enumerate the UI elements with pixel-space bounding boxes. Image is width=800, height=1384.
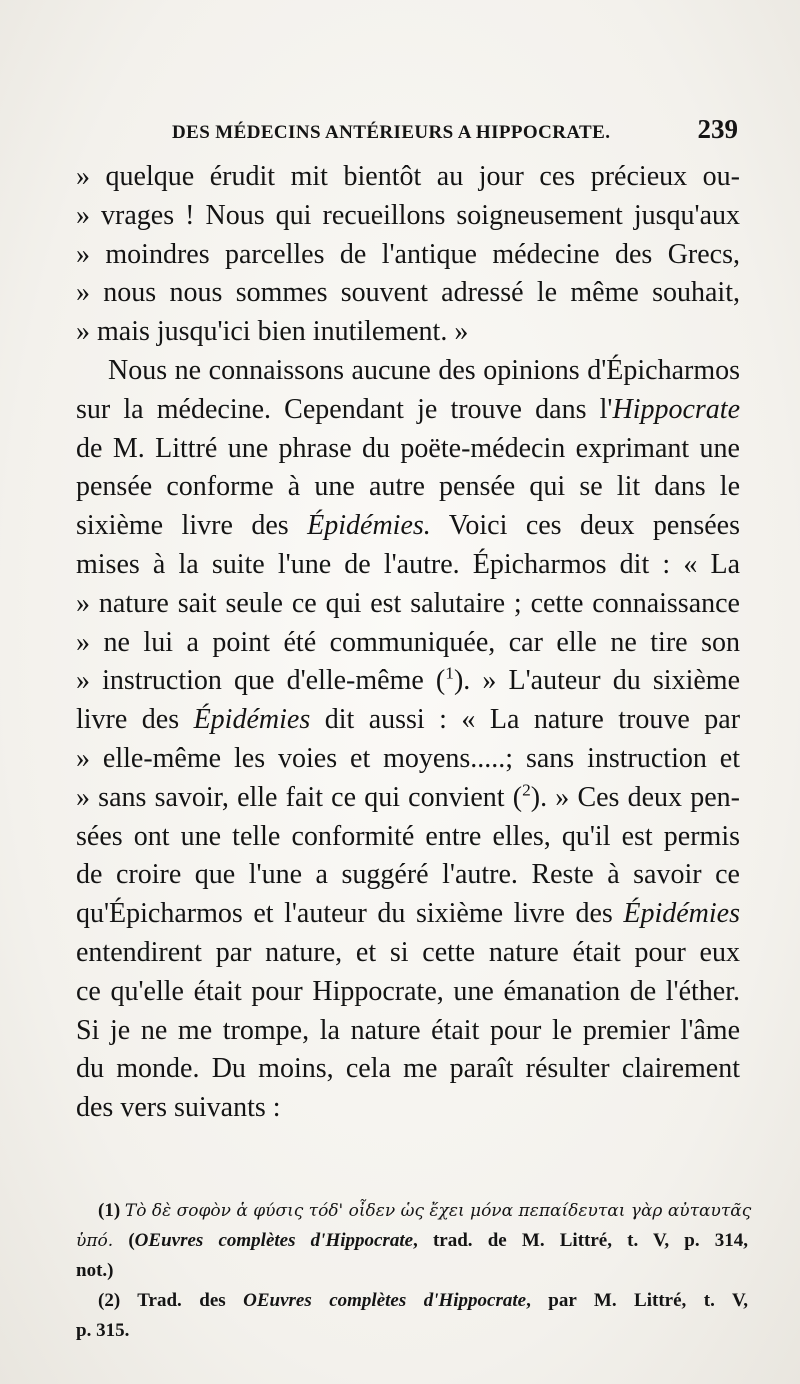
text-segment: sixième livre des [76, 510, 289, 542]
main-text [76, 158, 740, 1128]
text-segment: dit aussi : « La nature trouve par [324, 704, 741, 736]
text-line: » moindres parcelles de l'antique médecine des Grecs, [76, 238, 740, 270]
italic-title: Épidémies. [307, 510, 431, 542]
text-segment: ). » Ces deux pen- [530, 781, 740, 813]
italic-title: Hippocrate [612, 393, 741, 425]
footnote-1-line [76, 1196, 752, 1226]
text-line: » quelque érudit mit bientôt au jour ces précieux ou- [76, 161, 740, 192]
text-line [76, 662, 740, 701]
text-line: » ne lui a point été communiquée, car elle ne tire son [76, 626, 740, 658]
text-segment: qu'Épicharmos et l'auteur du sixième livre des [76, 898, 613, 930]
italic-title: Épidémies [193, 704, 311, 736]
footnote-2-line [76, 1286, 748, 1316]
footnotes [76, 1196, 752, 1346]
text-line: » mais jusqu'ici bien inutilement. » [76, 316, 469, 348]
footnote-ref[interactable]: 2 [522, 780, 531, 800]
text-segment: , par M. Littré, t. V, [526, 1290, 748, 1311]
paragraph-start-line: Nous ne connaissons aucune des opinions d'Épicharmos [108, 354, 740, 386]
text-segment: livre des [76, 704, 180, 736]
page-number: 239 [697, 114, 738, 144]
text-line [76, 779, 740, 818]
footnote-ref[interactable]: 1 [445, 664, 454, 684]
text-line: pensée conforme à une autre pensée qui se lit dans le [76, 471, 740, 503]
running-title: DES MÉDECINS ANTÉRIEURS A HIPPOCRATE. [172, 122, 611, 143]
text-segment: ). » L'auteur du sixième [453, 665, 740, 697]
text-segment: » sans savoir, elle fait ce qui convient ( [76, 781, 523, 813]
footnote-marker: (2) [98, 1290, 121, 1311]
footnote-1-line [76, 1226, 748, 1256]
text-line: du monde. Du moins, cela me paraît résulter clairement [76, 1053, 740, 1085]
text-line: sées ont une telle conformité entre elles, qu'il est permis [76, 820, 740, 852]
text-line: » nous nous sommes souvent adressé le même souhait, [76, 277, 740, 309]
text-segment: Voici ces deux pensées [448, 510, 741, 542]
text-segment: » instruction que d'elle-même ( [76, 665, 446, 697]
text-line: » elle-même les voies et moyens.....; sans instruction et [76, 742, 740, 774]
text-line: entendirent par nature, et si cette nature était pour eux [76, 936, 740, 968]
text-segment: ( [128, 1230, 135, 1251]
text-line: des vers suivants : [76, 1092, 281, 1124]
italic-title: Épidémies [623, 898, 741, 930]
greek-quote: Τὸ δὲ σοφὸν ἁ φύσις τόδ' οἶδεν ὡς ἔχει μόνα πεπαίδευται γὰρ αὐταυτᾶς [124, 1201, 752, 1221]
italic-title: OEuvres complètes d'Hippocrate [134, 1230, 414, 1251]
text-line [76, 895, 740, 934]
greek-quote: ὑπό. [76, 1231, 114, 1251]
footnote-1-line: not.) [76, 1260, 114, 1281]
text-segment: , trad. de M. Littré, t. V, p. 314, [413, 1230, 748, 1251]
text-segment: Trad. des [137, 1290, 226, 1311]
text-line: » vrages ! Nous qui recueillons soigneusement jusqu'aux [76, 199, 740, 231]
text-line: de croire que l'une a suggéré l'autre. Reste à savoir ce [76, 859, 740, 891]
text-line: mises à la suite l'une de l'autre. Épicharmos dit : « La [76, 548, 740, 580]
text-line: » nature sait seule ce qui est salutaire ; cette connaissance [76, 587, 740, 619]
italic-title: OEuvres complètes d'Hippocrate [243, 1290, 527, 1311]
footnote-marker: (1) [98, 1200, 121, 1221]
text-segment: l' [599, 393, 613, 425]
footnote-2-line: p. 315. [76, 1320, 130, 1341]
text-line [76, 701, 740, 740]
text-line [76, 391, 740, 430]
text-line: de M. Littré une phrase du poëte-médecin exprimant une [76, 432, 740, 464]
text-line: Si je ne me trompe, la nature était pour le premier l'âme [76, 1014, 740, 1046]
text-line [76, 507, 740, 546]
page-header [172, 116, 740, 152]
text-segment: sur la médecine. Cependant je trouve dans [76, 393, 587, 425]
text-line: ce qu'elle était pour Hippocrate, une émanation de l'éther. [76, 975, 740, 1007]
